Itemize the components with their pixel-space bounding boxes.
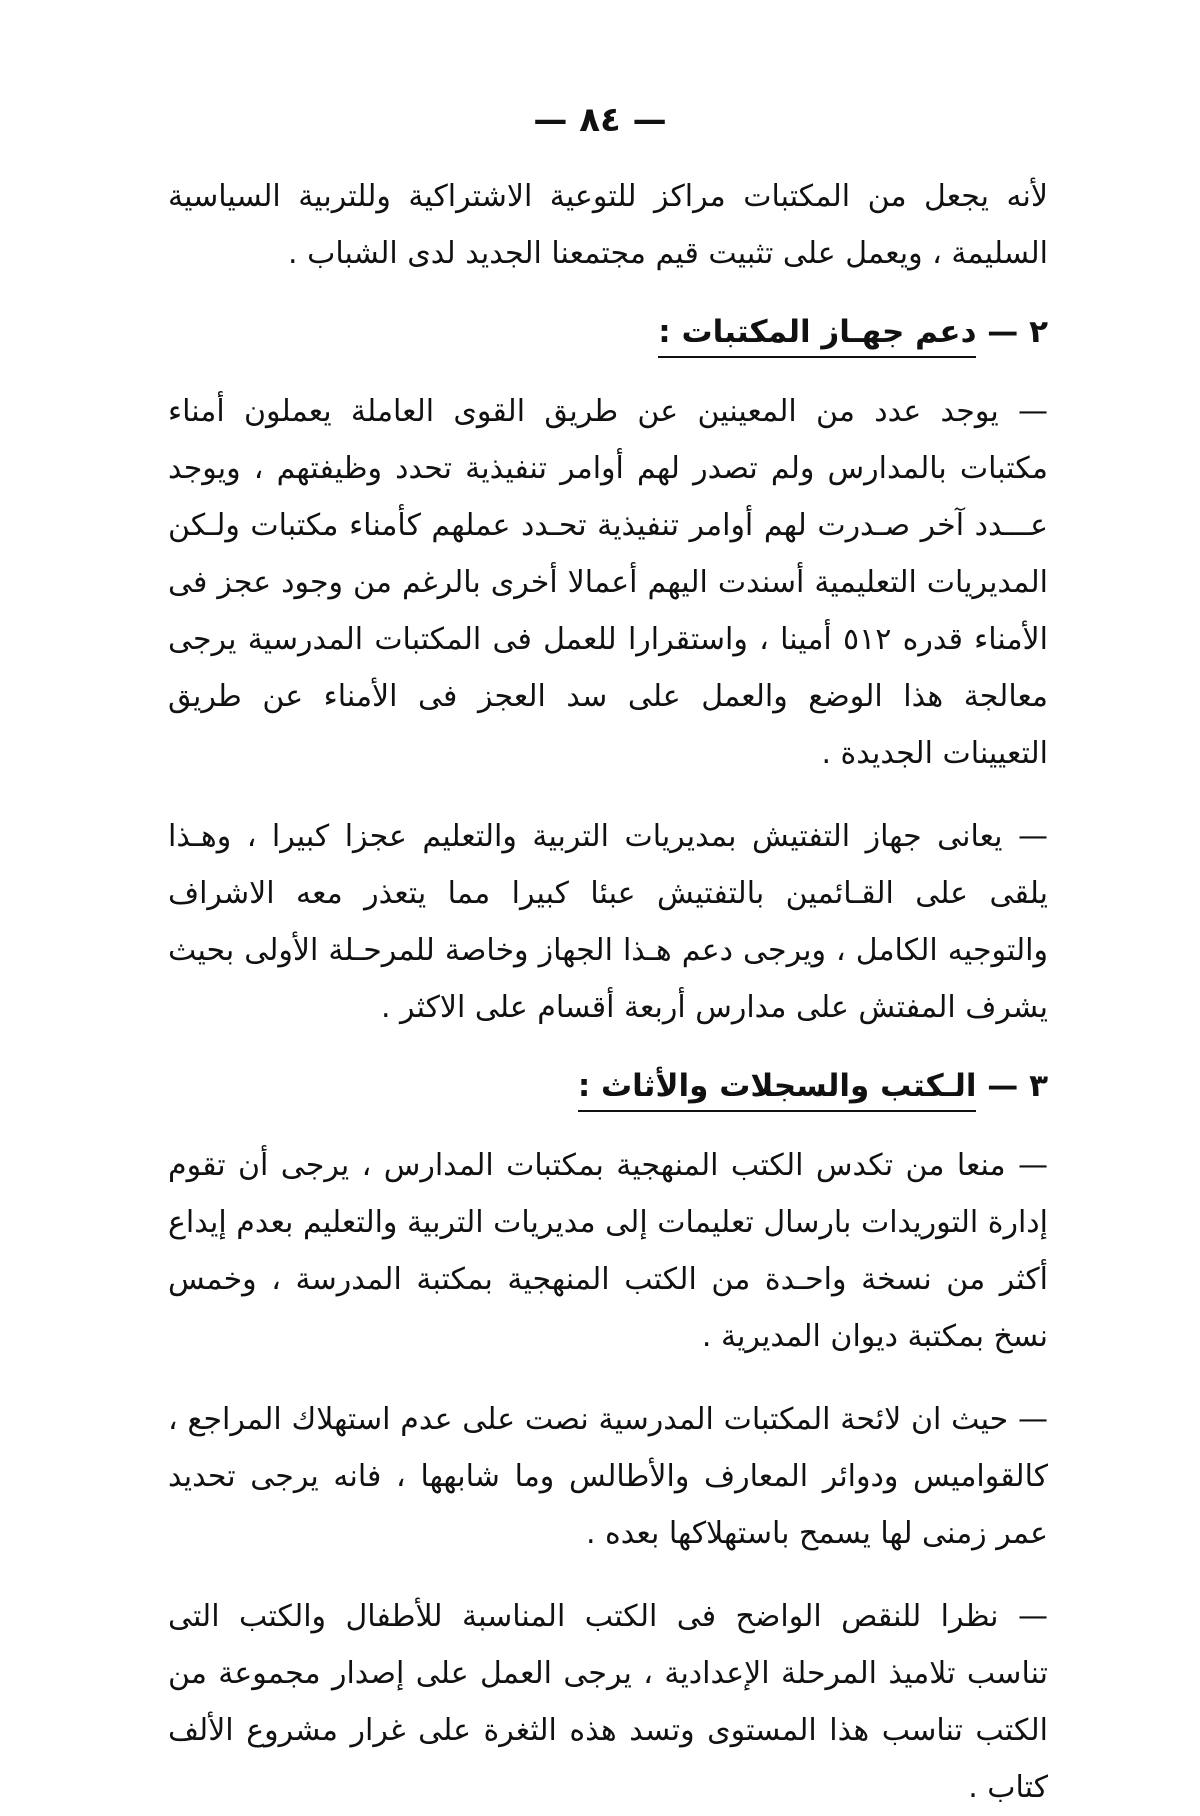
section-3-paragraph-1: — منعا من تكدس الكتب المنهجية بمكتبات المدارس ، يرجى أن تقوم إدارة التوريدات بارسال تعليمات إلى مديريات التربية والتعليم بعدم إيداع أكثر من نسخة واحـدة من الكتب المنهجية بمكتبة المدرسة ، وخمس نسخ بمكتبة ديوان المديرية .: [168, 1148, 1048, 1354]
section-2-heading: [168, 304, 1048, 361]
spacer: [168, 1365, 1048, 1391]
section-2-number: ٢ —: [976, 314, 1048, 350]
section-3-heading: [168, 1058, 1048, 1115]
spacer: [168, 1562, 1048, 1588]
spacer: [168, 361, 1048, 383]
section-3-number: ٣ —: [976, 1068, 1048, 1104]
spacer: [168, 1115, 1048, 1137]
page-body: [168, 168, 1048, 1816]
spacer: [168, 782, 1048, 808]
section-2-paragraph-2: — يعانى جهاز التفتيش بمديريات التربية والتعليم عجزا كبيرا ، وهـذا يلقى على القـائمين بالتفتيش عبئا كبيرا مما يتعذر معه الاشراف والتوجيه الكامل ، ويرجى دعم هـذا الجهاز وخاصة للمرحـلة الأولى بحيث يشرف المفتش على مدارس أربعة أقسام على الاكثر .: [168, 819, 1048, 1025]
spacer: [168, 1036, 1048, 1058]
opening-paragraph: لأنه يجعل من المكتبات مراكز للتوعية الاشتراكية وللتربية السياسية السليمة ، ويعمل على تثبيت قيم مجتمعنا الجديد لدى الشباب .: [168, 179, 1048, 271]
section-3-title: الـكتب والسجلات والأثاث :: [578, 1068, 977, 1112]
section-2-paragraph-1: — يوجد عدد من المعينين عن طريق القوى العاملة يعملون أمناء مكتبات بالمدارس ولم تصدر لهم أوامر تنفيذية تحدد وظيفتهم ، ويوجد عـــدد آخر صـدرت لهم أوامر تنفيذية تحـدد عملهم كأمناء مكتبات ولـكن المديريات التعليمية أسندت اليهم أعمالا أخرى بالرغم من وجود عجز فى الأمناء قدره ٥١٢ أمينا ، واستقرارا للعمل فى المكتبات المدرسية يرجى معالجة هذا الوضع والعمل على سد العجز فى الأمناء عن طريق التعيينات الجديدة .: [168, 394, 1048, 771]
section-3-paragraph-2: — حيث ان لائحة المكتبات المدرسية نصت على عدم استهلاك المراجع ، كالقواميس ودوائر المعارف والأطالس وما شابهها ، فانه يرجى تحديد عمر زمنى لها يسمح باستهلاكها بعده .: [168, 1402, 1048, 1551]
spacer: [168, 282, 1048, 304]
section-2-title: دعم جهـاز المكتبات :: [658, 314, 976, 358]
page-number: — ٨٤ —: [533, 100, 667, 140]
section-3-paragraph-3: — نظرا للنقص الواضح فى الكتب المناسبة للأطفال والكتب التى تناسب تلاميذ المرحلة الإعدادية ، يرجى العمل على إصدار مجموعة من الكتب تناسب هذا المستوى وتسد هذه الثغرة على غرار مشروع الألف كتاب .: [168, 1599, 1048, 1805]
